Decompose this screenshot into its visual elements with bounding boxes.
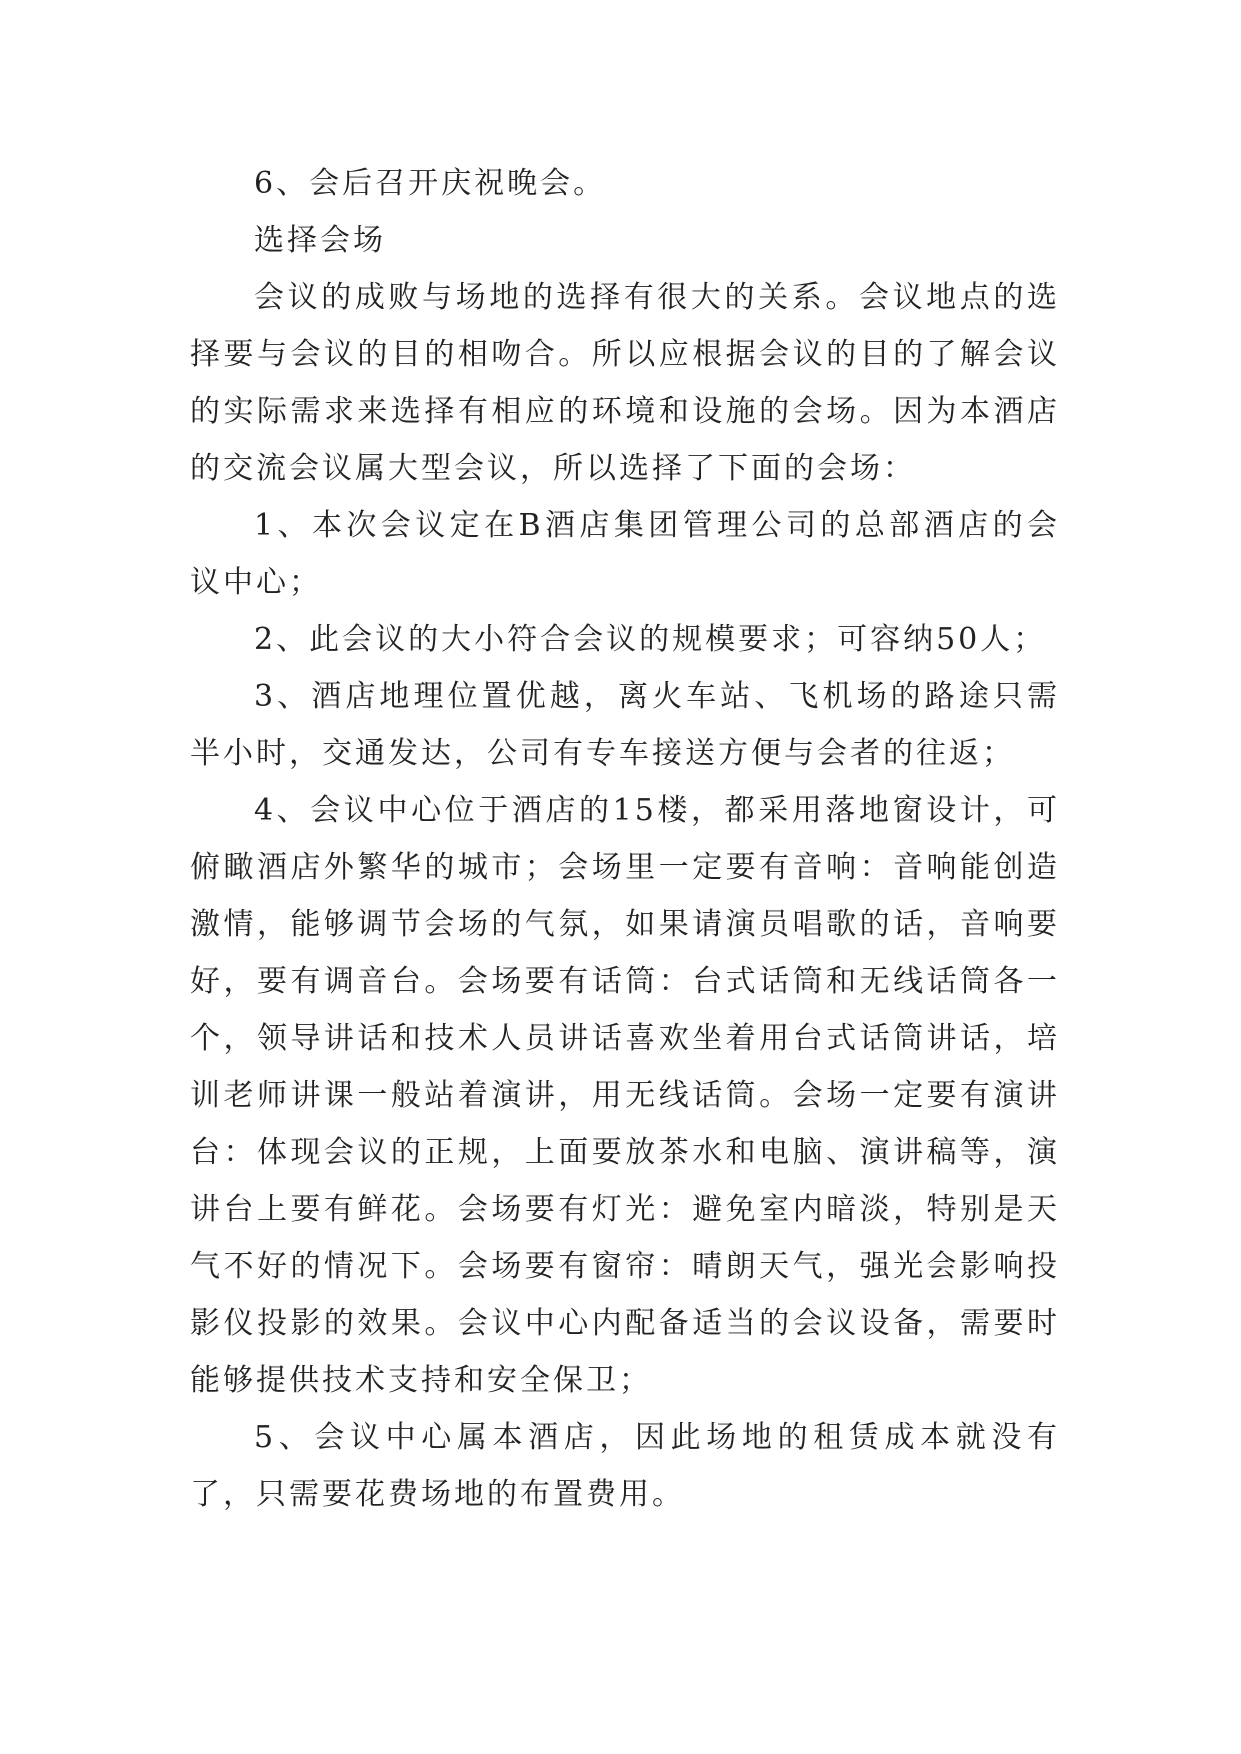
paragraph-celebration: 6、会后召开庆祝晚会。 <box>254 166 607 201</box>
paragraph-item-2: 2、此会议的大小符合会议的规模要求；可容纳50人； <box>254 622 1047 657</box>
paragraph-item-3: 3、酒店地理位置优越，离火车站、飞机场的路途只需半小时，交通发达，公司有专车接送方便与会者的往返； <box>190 679 1060 771</box>
document-body <box>190 155 1060 1523</box>
paragraph-venue-intro: 会议的成败与场地的选择有很大的关系。会议地点的选择要与会议的目的相吻合。所以应根据会议的目的了解会议的实际需求来选择有相应的环境和设施的会场。因为本酒店的交流会议属大型会议，所以选择了下面的会场： <box>190 280 1060 486</box>
paragraph-item-5: 5、会议中心属本酒店，因此场地的租赁成本就没有了，只需要花费场地的布置费用。 <box>190 1420 1060 1512</box>
paragraph-item-4: 4、会议中心位于酒店的15楼，都采用落地窗设计，可俯瞰酒店外繁华的城市；会场里一定要有音响：音响能创造激情，能够调节会场的气氛，如果请演员唱歌的话，音响要好，要有调音台。会场要有话筒：台式话筒和无线话筒各一个，领导讲话和技术人员讲话喜欢坐着用台式话筒讲话，培训老师讲课一般站着演讲，用无线话筒。会场一定要有演讲台：体现会议的正规，上面要放茶水和电脑、演讲稿等，演讲台上要有鲜花。会场要有灯光：避免室内暗淡，特别是天气不好的情况下。会场要有窗帘：晴朗天气，强光会影响投影仪投影的效果。会议中心内配备适当的会议设备，需要时能够提供技术支持和安全保卫； <box>190 793 1060 1398</box>
section-heading-venue: 选择会场 <box>254 223 386 258</box>
paragraph-item-1: 1、本次会议定在B酒店集团管理公司的总部酒店的会议中心； <box>190 508 1060 600</box>
